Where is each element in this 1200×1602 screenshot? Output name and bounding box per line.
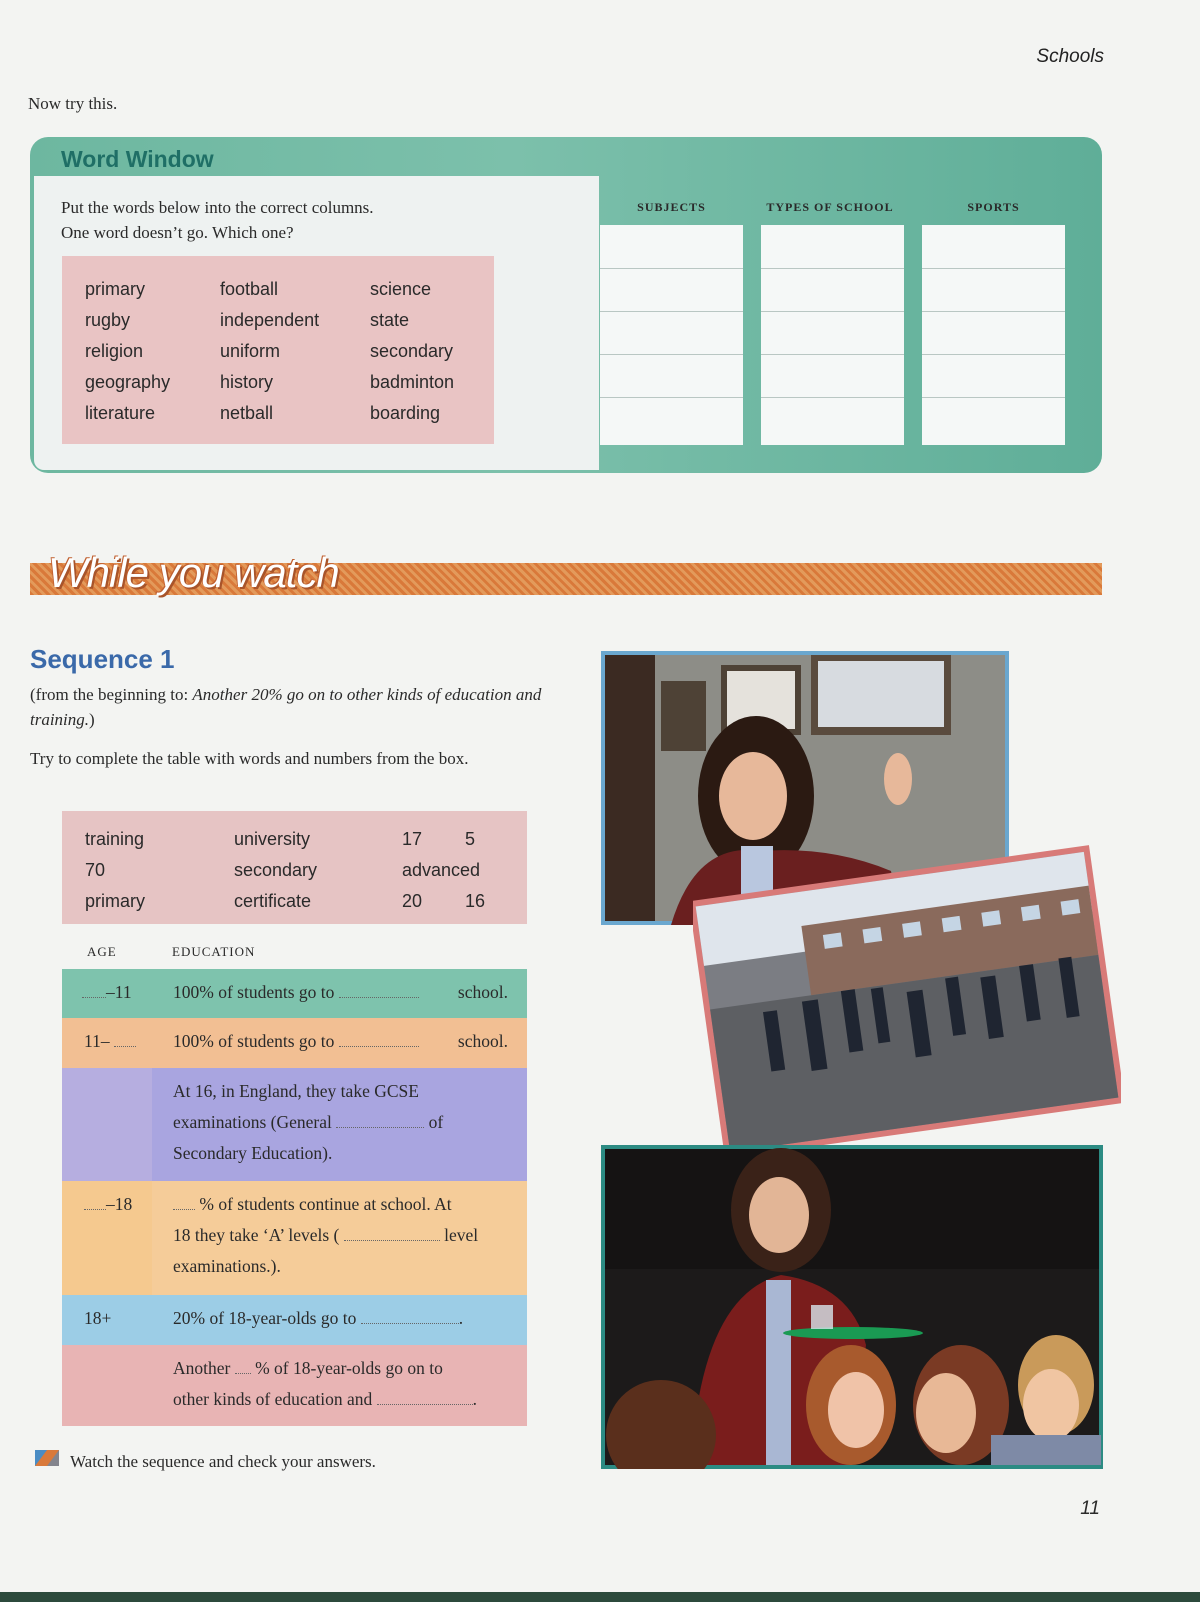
age-header: AGE [87,944,117,959]
row-text: of [428,1112,444,1132]
blank[interactable] [82,997,106,998]
row-text: examinations (General [173,1112,332,1132]
blank[interactable] [336,1127,424,1128]
word-window-title: Word Window [61,146,214,172]
word: geography [85,372,171,392]
word: 5 [465,829,476,849]
page-number: 11 [1080,1498,1100,1519]
row-text: 100% of students go to [173,1031,335,1051]
blank[interactable] [361,1323,459,1324]
word: advanced [402,860,481,880]
table-row [62,1181,527,1295]
age-cell [62,1018,152,1068]
age-text: 18+ [84,1308,112,1328]
word: primary [85,891,146,911]
row-text: school. [457,1031,508,1051]
video-flag-icon [35,1448,59,1468]
table-row [62,969,527,1018]
education-header: EDUCATION [172,944,256,959]
word: 17 [402,829,423,849]
word-box [62,256,494,444]
row-text: Another [173,1358,231,1378]
column-header-types: TYPES OF SCHOOL [766,200,894,214]
blank[interactable] [377,1404,473,1405]
word: boarding [370,403,441,423]
word-column [220,274,319,429]
education-cell [152,1068,527,1181]
word: badminton [370,372,455,392]
blank[interactable] [84,1209,106,1210]
word: certificate [234,891,312,911]
word: uniform [220,341,281,361]
education-cell [152,969,527,1018]
row-text: % of 18-year-olds go on to [255,1358,443,1378]
bottom-border [0,1592,1200,1602]
subtitle-italic: Another 20% go on to other kinds of education and training. [30,685,542,729]
intro-text: Now try this. [28,94,118,113]
age-cell [62,1345,152,1426]
word: literature [85,403,156,423]
word: primary [85,279,146,299]
word: 70 [85,860,106,880]
row-text: examinations.). [173,1256,281,1276]
education-cell [152,1018,527,1068]
instruction-line: One word doesn’t go. Which one? [61,223,294,242]
age-cell [62,1295,152,1345]
word: science [370,279,432,299]
while-you-watch-heading: While you watch [48,549,339,596]
table-row [62,1295,527,1345]
word: history [220,372,274,392]
blank[interactable] [344,1240,440,1241]
row-text: other kinds of education and [173,1389,373,1409]
sequence-subtitle [30,682,550,732]
word-column [85,274,170,429]
row-text: At 16, in England, they take GCSE [173,1081,419,1101]
row-text: . [458,1308,464,1328]
age-text: –18 [106,1194,133,1214]
column-header-subjects: SUBJECTS [637,200,706,214]
sequence-instruction: Try to complete the table with words and numbers from the box. [30,749,469,768]
blank[interactable] [339,1046,419,1047]
watch-note: Watch the sequence and check your answers. [70,1452,376,1471]
age-cell [62,1068,152,1181]
word: religion [85,341,144,361]
subtitle-end: ) [89,710,95,729]
word: football [220,279,279,299]
word-column [370,274,454,429]
row-text: 100% of students go to [173,982,335,1002]
word: state [370,310,410,330]
age-cell [62,969,152,1018]
word-window-instruction [61,195,501,245]
word: university [234,829,311,849]
word: netball [220,403,274,423]
row-text: level [444,1225,479,1245]
sports-answer-column[interactable] [922,225,1065,445]
column-header-sports: SPORTS [967,200,1020,214]
age-text: 11– [84,1031,110,1051]
education-cell [152,1345,527,1426]
word-column [85,824,145,917]
answer-word-box [62,811,527,924]
row-text: 20% of 18-year-olds go to [173,1308,357,1328]
row-text: Secondary Education). [173,1143,333,1163]
row-text: 18 they take ‘A’ levels ( [173,1225,340,1245]
word: 20 [402,891,423,911]
row-text: school. [457,982,508,1002]
word: secondary [234,860,318,880]
word-column [234,824,317,917]
word: 16 [465,891,486,911]
word: secondary [370,341,454,361]
table-row [62,1018,527,1068]
word-column [402,824,522,917]
table-row [62,1345,527,1426]
blank[interactable] [173,1209,195,1210]
subjects-answer-column[interactable] [600,225,743,445]
blank[interactable] [114,1046,136,1047]
section-header: Schools [1036,46,1104,67]
age-cell [62,1181,152,1295]
table-row [62,1068,527,1181]
cafeteria-photo [601,1145,1103,1469]
types-answer-column[interactable] [761,225,904,445]
education-cell [152,1295,527,1345]
instruction-line: Put the words below into the correct columns. [61,198,374,217]
word: rugby [85,310,131,330]
subtitle-plain: (from the beginning to: [30,685,193,704]
row-text: % of students continue at school. At [199,1194,452,1214]
word: independent [220,310,320,330]
row-text: . [472,1389,478,1409]
education-cell [152,1181,527,1295]
word: training [85,829,145,849]
sequence-title: Sequence 1 [30,644,175,674]
schoolyard-photo [693,842,1121,1162]
blank[interactable] [339,997,419,998]
blank[interactable] [235,1373,251,1374]
age-text: –11 [106,982,132,1002]
